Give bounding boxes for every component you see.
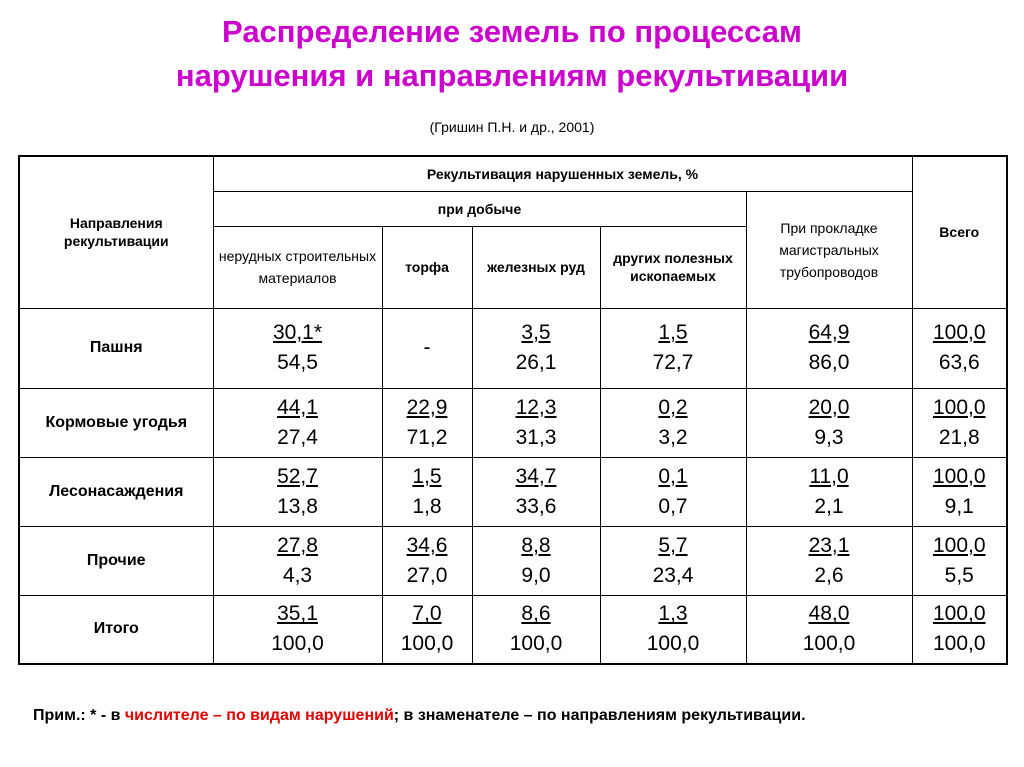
numerator-value: 34,7 — [515, 464, 557, 488]
denominator-value: 100,0 — [802, 632, 856, 656]
table-cell — [213, 595, 382, 664]
table-cell — [472, 595, 600, 664]
table-cell — [746, 308, 912, 388]
denominator-value: 27,0 — [406, 563, 448, 587]
row-header: Лесонасаждения — [19, 457, 213, 526]
table-cell — [472, 457, 600, 526]
table-cell — [912, 308, 1007, 388]
table-cell — [600, 308, 746, 388]
denominator-value: 63,6 — [938, 351, 980, 374]
numerator-value: 52,7 — [277, 464, 318, 488]
numerator-value: 48,0 — [808, 602, 850, 626]
denominator-value: 23,4 — [652, 563, 694, 587]
empty-value: - — [423, 336, 431, 359]
table-cell — [472, 526, 600, 595]
table-cell — [382, 526, 472, 595]
denominator-value: 5,5 — [944, 563, 974, 587]
row-header: Пашня — [19, 308, 213, 388]
footnote-suffix: ; в знаменателе – по направлениям рекультивации. — [393, 707, 806, 724]
table-cell — [746, 388, 912, 457]
table-row — [19, 595, 1007, 664]
numerator-value: 7,0 — [412, 602, 442, 626]
table-cell — [912, 457, 1007, 526]
numerator-value: 22,9 — [406, 395, 448, 419]
corner-header: Направления рекультивации — [19, 156, 213, 308]
column-header-iron: железных руд — [472, 226, 600, 308]
column-header-pipelines: При прокладке магистральных трубопроводов — [746, 191, 912, 308]
footnote — [33, 704, 991, 728]
denominator-value: 31,3 — [515, 425, 557, 449]
denominator-value: 13,8 — [277, 494, 318, 518]
row-header: Прочие — [19, 526, 213, 595]
numerator-value: 44,1 — [277, 395, 318, 419]
numerator-value: 100,0 — [932, 321, 986, 344]
numerator-value: 1,5 — [658, 321, 688, 344]
table-cell — [213, 388, 382, 457]
table-row — [19, 526, 1007, 595]
column-header-other: других полезных ископаемых — [600, 226, 746, 308]
numerator-value: 100,0 — [932, 395, 986, 419]
subgroup-header: при добыче — [213, 191, 746, 226]
denominator-value: 2,6 — [814, 563, 844, 587]
denominator-value: 2,1 — [814, 494, 844, 518]
denominator-value: 9,1 — [944, 494, 974, 518]
column-header-peat: торфа — [382, 226, 472, 308]
table-row — [19, 308, 1007, 388]
row-header: Кормовые угодья — [19, 388, 213, 457]
table-cell — [382, 595, 472, 664]
denominator-value: 1,8 — [412, 494, 442, 518]
table-cell — [213, 308, 382, 388]
table-cell — [746, 595, 912, 664]
denominator-value: 4,3 — [282, 563, 313, 587]
table-cell — [912, 595, 1007, 664]
denominator-value: 9,0 — [521, 563, 551, 587]
title-line-2: нарушения и направлениям рекультивации — [175, 58, 849, 93]
denominator-value: 100,0 — [509, 632, 563, 656]
denominator-value: 54,5 — [277, 351, 318, 374]
numerator-value: 100,0 — [932, 464, 986, 488]
source-citation: (Гришин П.Н. и др., 2001) — [429, 119, 595, 135]
denominator-value: 100,0 — [932, 632, 986, 656]
denominator-value: 86,0 — [808, 351, 850, 374]
table-cell — [213, 457, 382, 526]
land-distribution-table — [18, 155, 1008, 665]
denominator-value: 3,2 — [658, 425, 688, 449]
numerator-value: 11,0 — [809, 464, 849, 488]
numerator-value: 1,5 — [412, 464, 442, 488]
numerator-value: 1,3 — [658, 602, 688, 626]
table-cell — [912, 526, 1007, 595]
numerator-value: 0,2 — [658, 395, 688, 419]
numerator-value: 64,9 — [808, 321, 850, 344]
numerator-value: 100,0 — [932, 533, 986, 557]
slide-title — [0, 10, 1024, 98]
denominator-value: 71,2 — [406, 425, 448, 449]
table-cell — [912, 388, 1007, 457]
denominator-value: 100,0 — [271, 632, 324, 656]
group-header: Рекультивация нарушенных земель, % — [213, 156, 912, 191]
footnote-prefix: Прим.: * - в — [33, 707, 125, 724]
numerator-value: 23,1 — [808, 533, 850, 557]
numerator-value: 30,1* — [272, 321, 323, 344]
table-cell — [472, 308, 600, 388]
row-header: Итого — [19, 595, 213, 664]
denominator-value: 0,7 — [658, 494, 688, 518]
numerator-value: 34,6 — [406, 533, 448, 557]
numerator-value: 0,1 — [658, 464, 688, 488]
denominator-value: 21,8 — [938, 425, 980, 449]
table-row — [19, 388, 1007, 457]
table-body — [19, 308, 1007, 664]
numerator-value: 8,8 — [521, 533, 551, 557]
column-header-nonmetal: нерудных строительных материалов — [213, 226, 382, 308]
table-cell — [600, 388, 746, 457]
table-cell — [382, 308, 472, 388]
table-cell — [472, 388, 600, 457]
table-cell — [746, 526, 912, 595]
table-cell — [600, 457, 746, 526]
numerator-value: 3,5 — [521, 321, 551, 344]
denominator-value: 72,7 — [652, 351, 694, 374]
numerator-value: 27,8 — [277, 533, 318, 557]
numerator-value: 20,0 — [808, 395, 850, 419]
numerator-value: 100,0 — [932, 602, 986, 626]
footnote-highlight: числителе – по видам нарушений — [124, 707, 394, 724]
title-line-1: Распределение земель по процессам — [222, 14, 802, 49]
denominator-value: 9,3 — [814, 425, 844, 449]
numerator-value: 12,3 — [515, 395, 557, 419]
table-cell — [213, 526, 382, 595]
column-header-total: Всего — [912, 156, 1007, 308]
numerator-value: 8,6 — [521, 602, 551, 626]
table-cell — [600, 595, 746, 664]
table-cell — [382, 457, 472, 526]
denominator-value: 27,4 — [277, 425, 318, 449]
numerator-value: 35,1 — [277, 602, 318, 626]
denominator-value: 26,1 — [515, 351, 557, 374]
denominator-value: 100,0 — [400, 632, 454, 656]
table-cell — [600, 526, 746, 595]
table-row — [19, 457, 1007, 526]
table-cell — [382, 388, 472, 457]
numerator-value: 5,7 — [658, 533, 688, 557]
denominator-value: 100,0 — [646, 632, 700, 656]
denominator-value: 33,6 — [515, 494, 557, 518]
table-cell — [746, 457, 912, 526]
